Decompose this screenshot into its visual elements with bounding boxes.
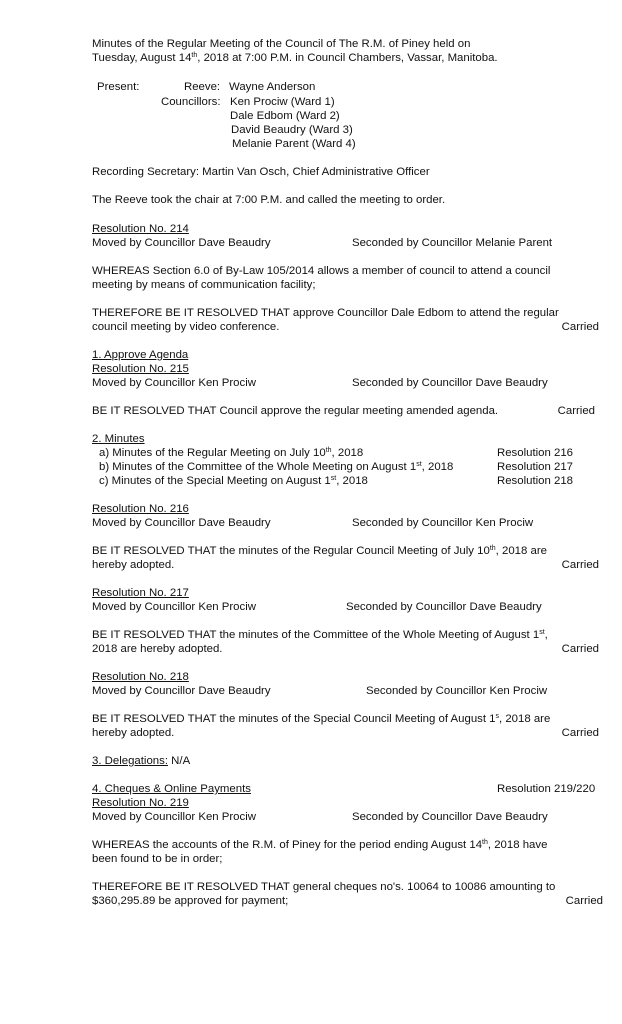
- resolution-214-therefore-1: THEREFORE BE IT RESOLVED THAT approve Councillor Dale Edbom to attend the regular: [92, 307, 559, 319]
- resolution-217-title: Resolution No. 217: [92, 587, 189, 599]
- resolution-217-moved: Moved by Councillor Ken Prociw: [92, 601, 256, 613]
- resolution-218-text-2: hereby adopted.: [92, 727, 175, 739]
- councillor-3: David Beaudry (Ward 3): [231, 124, 353, 136]
- resolution-216-moved: Moved by Councillor Dave Beaudry: [92, 517, 271, 529]
- resolution-214-moved: Moved by Councillor Dave Beaudry: [92, 237, 271, 249]
- reeve-label: Reeve:: [184, 81, 221, 93]
- resolution-216-title: Resolution No. 216: [92, 503, 189, 515]
- resolution-214-status: Carried: [561, 321, 599, 333]
- resolution-219-whereas-1: WHEREAS the accounts of the R.M. of Piney for the period ending August 14th, 2018 have: [92, 839, 548, 851]
- resolution-216-status: Carried: [561, 559, 599, 571]
- resolution-219-therefore-1: THEREFORE BE IT RESOLVED THAT general cheques no's. 10064 to 10086 amounting to: [92, 881, 556, 893]
- call-to-order: The Reeve took the chair at 7:00 P.M. and called the meeting to order.: [92, 194, 446, 206]
- resolution-215-status: Carried: [557, 405, 595, 417]
- resolution-216-text-1: BE IT RESOLVED THAT the minutes of the Regular Council Meeting of July 10th, 2018 are: [92, 545, 547, 557]
- resolution-219-status: Carried: [565, 895, 603, 907]
- resolution-215-moved: Moved by Councillor Ken Prociw: [92, 377, 256, 389]
- resolution-219-therefore-2: $360,295.89 be approved for payment;: [92, 895, 289, 907]
- resolution-214-whereas-2: meeting by means of communication facility;: [92, 279, 316, 291]
- resolution-217-text-2: 2018 are hereby adopted.: [92, 643, 223, 655]
- resolution-215-seconded: Seconded by Councillor Dave Beaudry: [352, 377, 548, 389]
- resolution-219-moved: Moved by Councillor Ken Prociw: [92, 811, 256, 823]
- resolution-217-status: Carried: [561, 643, 599, 655]
- resolution-217-seconded: Seconded by Councillor Dave Beaudry: [346, 601, 542, 613]
- minutes-item-c-resolution: Resolution 218: [497, 475, 573, 487]
- resolution-214-whereas-1: WHEREAS Section 6.0 of By-Law 105/2014 allows a member of council to attend a council: [92, 265, 551, 277]
- minutes-item-a-resolution: Resolution 216: [497, 447, 573, 459]
- reeve-name: Wayne Anderson: [229, 81, 316, 93]
- resolution-217-text-1: BE IT RESOLVED THAT the minutes of the Committee of the Whole Meeting of August 1st,: [92, 629, 548, 641]
- resolution-219-seconded: Seconded by Councillor Dave Beaudry: [352, 811, 548, 823]
- resolution-214-seconded: Seconded by Councillor Melanie Parent: [352, 237, 553, 249]
- present-label: Present:: [97, 81, 140, 93]
- minutes-item-b: b) Minutes of the Committee of the Whole Meeting on August 1st, 2018: [99, 461, 454, 473]
- resolution-216-seconded: Seconded by Councillor Ken Prociw: [352, 517, 534, 529]
- resolution-218-moved: Moved by Councillor Dave Beaudry: [92, 685, 271, 697]
- resolution-218-seconded: Seconded by Councillor Ken Prociw: [366, 685, 548, 697]
- section-minutes: 2. Minutes: [92, 433, 145, 445]
- resolution-215-text: BE IT RESOLVED THAT Council approve the regular meeting amended agenda.: [92, 405, 499, 417]
- councillors-label: Councillors:: [161, 96, 221, 108]
- councillor-4: Melanie Parent (Ward 4): [232, 138, 356, 150]
- section-cheques: 4. Cheques & Online Payments: [92, 783, 251, 795]
- section-delegations: [92, 754, 190, 768]
- resolution-214-therefore-2: council meeting by video conference.: [92, 321, 280, 333]
- minutes-item-c: c) Minutes of the Special Meeting on August 1st, 2018: [99, 475, 368, 487]
- councillor-1: Ken Prociw (Ward 1): [230, 96, 335, 108]
- delegations-value: N/A: [171, 755, 191, 767]
- delegations-heading: 3. Delegations:: [92, 755, 168, 767]
- cheques-resolution-ref: Resolution 219/220: [497, 783, 596, 795]
- minutes-item-a: a) Minutes of the Regular Meeting on July 10th, 2018: [99, 447, 364, 459]
- resolution-214-title: Resolution No. 214: [92, 223, 189, 235]
- meeting-title-line2: Tuesday, August 14th, 2018 at 7:00 P.M. in Council Chambers, Vassar, Manitoba.: [92, 52, 498, 64]
- resolution-218-status: Carried: [561, 727, 599, 739]
- councillor-2: Dale Edbom (Ward 2): [230, 110, 340, 122]
- resolution-219-whereas-2: been found to be in order;: [92, 853, 223, 865]
- resolution-219-title: Resolution No. 219: [92, 797, 189, 809]
- resolution-215-title: Resolution No. 215: [92, 363, 189, 375]
- meeting-title-line1: Minutes of the Regular Meeting of the Council of The R.M. of Piney held on: [92, 38, 471, 50]
- section-approve-agenda: 1. Approve Agenda: [92, 349, 189, 361]
- recording-secretary: Recording Secretary: Martin Van Osch, Chief Administrative Officer: [92, 166, 430, 178]
- resolution-218-text-1: BE IT RESOLVED THAT the minutes of the Special Council Meeting of August 1$^s$, 2018 are: [92, 713, 551, 725]
- resolution-216-text-2: hereby adopted.: [92, 559, 175, 571]
- minutes-item-b-resolution: Resolution 217: [497, 461, 573, 473]
- resolution-218-title: Resolution No. 218: [92, 671, 189, 683]
